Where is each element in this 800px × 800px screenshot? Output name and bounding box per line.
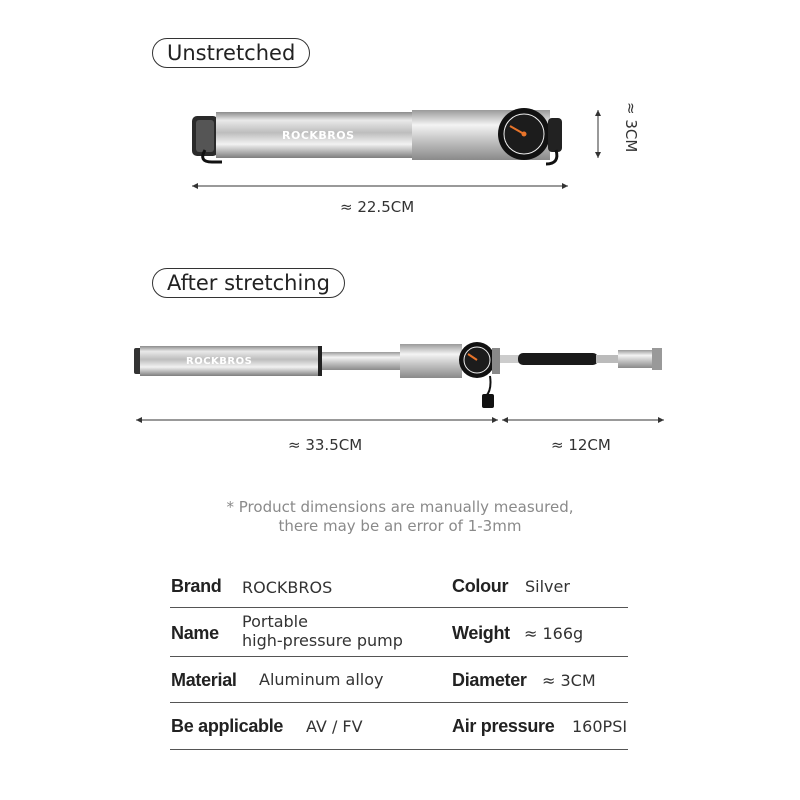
measurement-note-line1: * Product dimensions are manually measured, (226, 498, 574, 516)
unstretched-length-label: ≈ 22.5CM (340, 198, 415, 216)
spec-air-pressure-value: 160PSI (572, 717, 628, 736)
brand-mark-stretched: ROCKBROS (186, 356, 253, 367)
stretched-body-length-label: ≈ 33.5CM (288, 436, 363, 454)
pump-stretched-image (0, 320, 800, 470)
spec-divider (170, 607, 628, 608)
spec-divider (170, 749, 628, 750)
stretched-label: After stretching (152, 268, 345, 298)
spec-diameter-label: Diameter (452, 670, 527, 690)
spec-material-value: Aluminum alloy (259, 670, 384, 689)
spec-material-label: Material (171, 670, 237, 690)
spec-colour-value: Silver (525, 577, 570, 596)
measurement-note-line2: there may be an error of 1-3mm (278, 517, 522, 535)
brand-mark-unstretched: ROCKBROS (282, 129, 355, 142)
spec-weight-value: ≈ 166g (524, 624, 584, 643)
spec-name-label: Name (171, 623, 219, 643)
unstretched-label: Unstretched (152, 38, 310, 68)
spec-diameter-value: ≈ 3CM (542, 671, 596, 690)
spec-applicable-label: Be applicable (171, 716, 284, 736)
unstretched-diameter-label: ≈ 3CM (622, 102, 640, 153)
stretched-hose-length-label: ≈ 12CM (551, 436, 611, 454)
spec-weight-label: Weight (452, 623, 510, 643)
spec-brand-label: Brand (171, 576, 222, 596)
spec-divider (170, 702, 628, 703)
spec-applicable-value: AV / FV (306, 717, 363, 736)
spec-name-value-line2: high-pressure pump (242, 631, 403, 650)
pump-unstretched-image (0, 0, 800, 200)
spec-air-pressure-label: Air pressure (452, 716, 555, 736)
spec-brand-value: ROCKBROS (242, 578, 333, 597)
spec-colour-label: Colour (452, 576, 509, 596)
spec-name-value-line1: Portable (242, 612, 308, 631)
spec-divider (170, 656, 628, 657)
